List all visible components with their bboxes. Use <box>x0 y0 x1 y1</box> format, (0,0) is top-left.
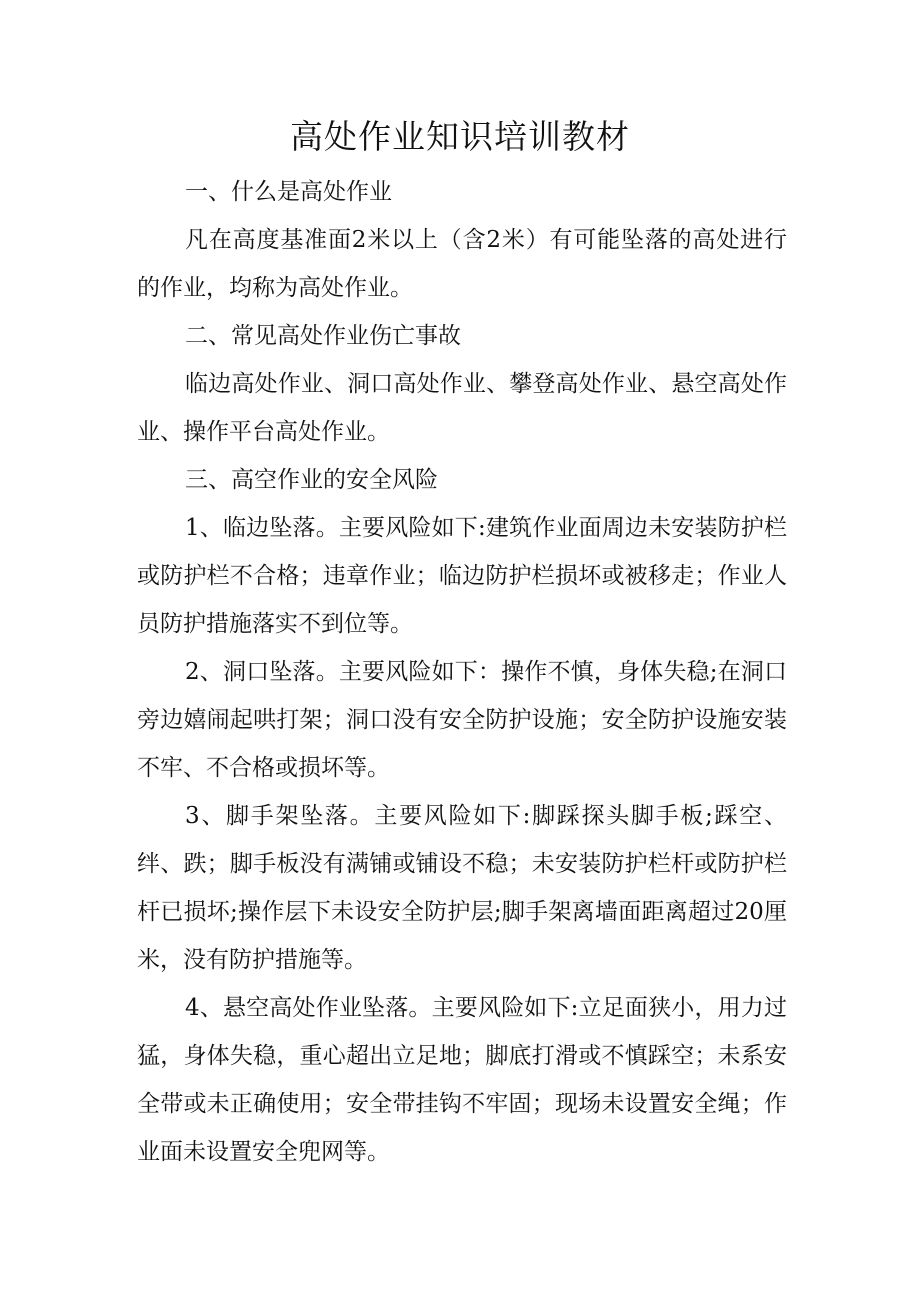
paragraph-definition: 凡在高度基准面2米以上（含2米）有可能坠落的高处进行的作业，均称为高处作业。 <box>137 227 787 301</box>
document-body <box>137 168 787 1176</box>
paragraph-risk-opening: 2、洞口坠落。主要风险如下：操作不慎，身体失稳;在洞口旁边嬉闹起哄打架；洞口没有安全防护设施；安全防护设施安装不牢、不合格或损坏等。 <box>137 659 787 781</box>
section-heading-2: 二、常见高处作业伤亡事故 <box>185 323 461 349</box>
paragraph-risk-suspended: 4、悬空高处作业坠落。主要风险如下:立足面狭小，用力过猛，身体失稳，重心超出立足地；脚底打滑或不慎踩空；未系安全带或未正确使用；安全带挂钩不牢固；现场未设置安全绳；作业面未设置安全兜网等。 <box>137 995 787 1165</box>
paragraph-accident-types: 临边高处作业、洞口高处作业、攀登高处作业、悬空高处作业、操作平台高处作业。 <box>137 371 787 445</box>
paragraph-risk-scaffold: 3、脚手架坠落。主要风险如下:脚踩探头脚手板;踩空、绊、跌；脚手板没有满铺或铺设不稳；未安装防护栏杆或防护栏杆已损坏;操作层下未设安全防护层;脚手架离墙面距离超过20厘米，没有防护措施等。 <box>137 803 787 973</box>
section-heading-3: 三、高空作业的安全风险 <box>185 467 438 493</box>
paragraph-risk-edge: 1、临边坠落。主要风险如下:建筑作业面周边未安装防护栏或防护栏不合格；违章作业；临边防护栏损坏或被移走；作业人员防护措施落实不到位等。 <box>137 515 787 637</box>
document-title: 高处作业知识培训教材 <box>290 117 630 156</box>
section-heading-1: 一、什么是高处作业 <box>185 179 392 205</box>
